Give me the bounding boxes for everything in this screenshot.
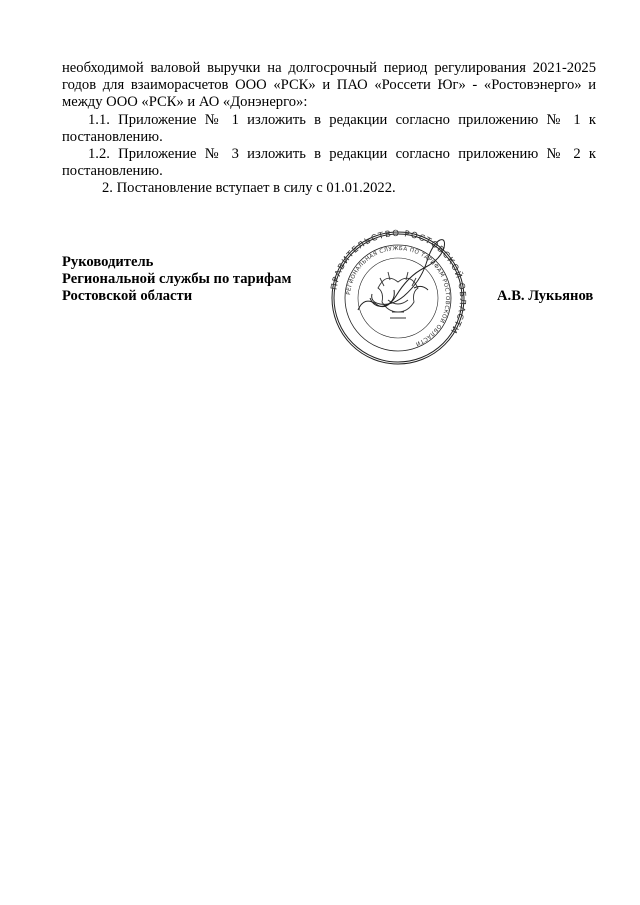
body-line-2: годов для взаиморасчетов ООО «РСК» и ПАО «Россети Юг» - «Ростовэнерго» и <box>62 77 596 94</box>
clause-1-2: 1.2. Приложение № 3 изложить в редакции согласно приложению № 2 к постановлению. <box>62 146 596 180</box>
clause-1-1: 1.1. Приложение № 1 изложить в редакции согласно приложению № 1 к постановлению. <box>62 111 596 145</box>
signer-title-line-1: Руководитель <box>62 254 154 270</box>
seal-inner-text: РЕГИОНАЛЬНАЯ СЛУЖБА ПО ТАРИФАМ РОСТОВСКОЙ ОБЛАСТИ <box>346 245 451 347</box>
seal-emblem <box>378 272 418 318</box>
signer-title-line-3: Ростовской области <box>62 288 193 305</box>
document-body <box>62 60 596 198</box>
seal-outer-text: ПРАВИТЕЛЬСТВО РОСТОВСКОЙ ОБЛАСТИ <box>329 228 468 336</box>
clause-2: 2. Постановление вступает в силу с 01.01.2022. <box>102 180 396 197</box>
body-line-1: необходимой валовой выручки на долгосрочный период регулирования 2021-2025 <box>62 60 596 76</box>
body-line-3: между ООО «РСК» и АО «Донэнерго»: <box>62 94 308 111</box>
signer-name: А.В. Лукьянов <box>497 288 594 304</box>
official-seal-stamp <box>318 228 478 368</box>
signature-title-block <box>62 254 291 306</box>
signer-title-line-2: Региональной службы по тарифам <box>62 271 292 288</box>
